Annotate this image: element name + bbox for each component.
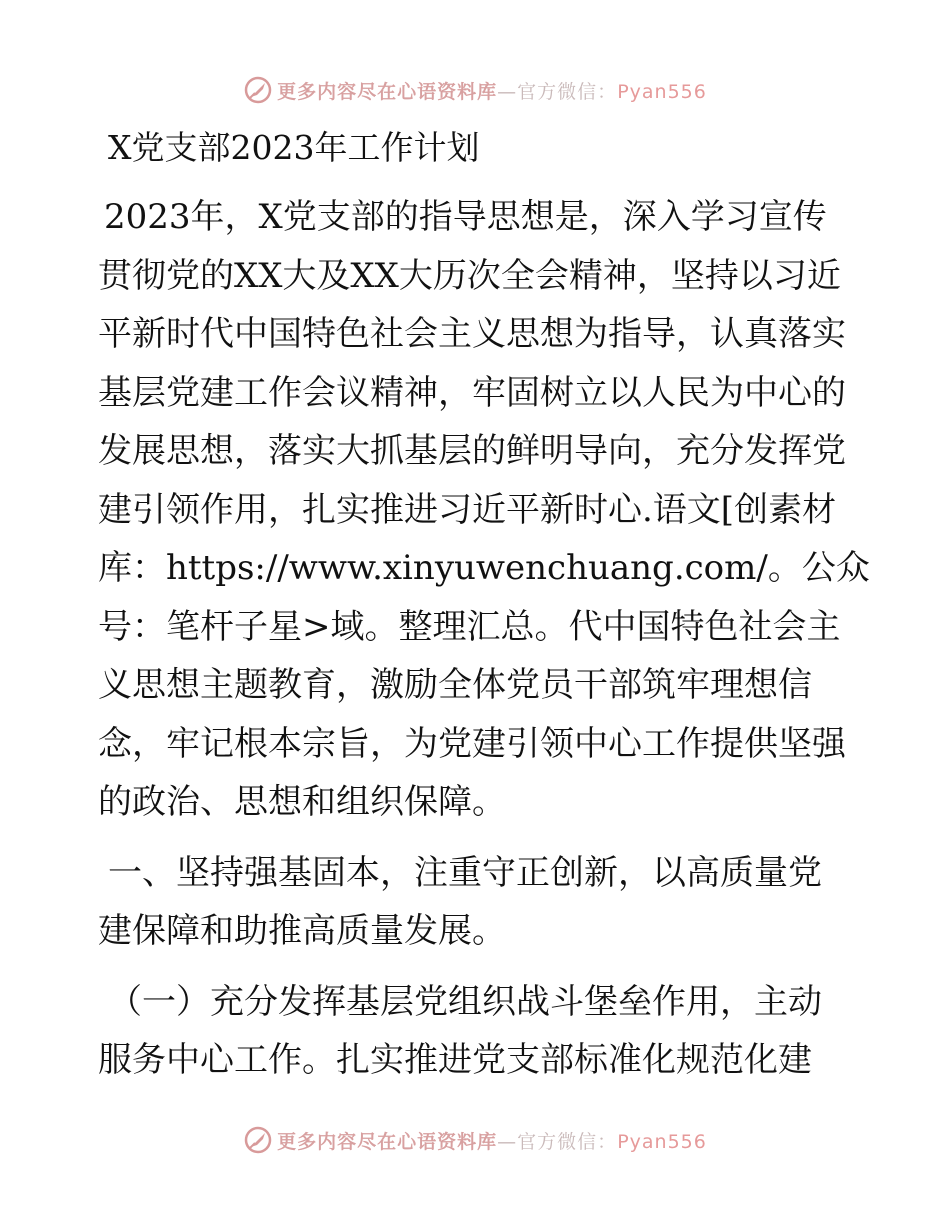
- watermark-account: Pyan556: [617, 1130, 707, 1153]
- watermark-separator: —: [497, 1130, 518, 1153]
- watermark-site: 更多内容尽在心语资料库: [277, 1130, 498, 1153]
- text-line: 服务中心工作。扎实推进党支部标准化规范化建: [98, 1040, 812, 1080]
- paragraph-guiding-thought: [98, 188, 870, 832]
- watermark-text: [277, 77, 707, 104]
- text-line: 基层党建工作会议精神，牢固树立以人民为中心的: [98, 372, 846, 413]
- header-watermark: [0, 72, 950, 108]
- text-line: 建保障和助推高质量发展。: [98, 911, 506, 951]
- text-line: 一、坚持强基固本，注重守正创新，以高质量党: [108, 852, 822, 893]
- watermark-account: Pyan556: [617, 80, 707, 103]
- paragraph-subsection-one: [98, 973, 848, 1090]
- watermark-text: [277, 1127, 707, 1154]
- document-body: [98, 122, 870, 1102]
- text-line: 义思想主题教育，激励全体党员干部筑牢理想信: [98, 665, 812, 705]
- text-line: 建引领作用，扎实推进习近平新时心.语文[创素材: [98, 489, 837, 530]
- text-line: （一）充分发挥基层党组织战斗堡垒作用，主动: [108, 981, 822, 1022]
- text-line: 的政治、思想和组织保障。: [98, 782, 506, 822]
- feather-logo-icon: [243, 75, 273, 105]
- document-title: X党支部2023年工作计划: [108, 128, 480, 167]
- text-line: 念，牢记根本宗旨，为党建引领中心工作提供坚强: [98, 723, 846, 764]
- text-line: 库：https://www.xinyuwenchuang.com/。公众: [98, 548, 870, 588]
- watermark-official: 官方微信：: [517, 80, 618, 103]
- text-line: 号：笔杆子星>域。整理汇总。代中国特色社会主: [98, 606, 841, 647]
- watermark-site: 更多内容尽在心语资料库: [277, 80, 498, 103]
- text-line: 平新时代中国特色社会主义思想为指导，认真落实: [98, 314, 846, 354]
- watermark-official: 官方微信：: [517, 1130, 618, 1153]
- watermark-separator: —: [497, 80, 518, 103]
- text-line: 发展思想，落实大抓基层的鲜明导向，充分发挥党: [98, 431, 846, 471]
- paragraph-section-one-heading: [98, 844, 848, 961]
- text-line: 2023年，X党支部的指导思想是，深入学习宣传: [104, 197, 827, 237]
- text-line: 贯彻党的XX大及XX大历次全会精神，坚持以习近: [98, 255, 841, 296]
- footer-watermark: [0, 1122, 950, 1158]
- feather-logo-icon: [243, 1125, 273, 1155]
